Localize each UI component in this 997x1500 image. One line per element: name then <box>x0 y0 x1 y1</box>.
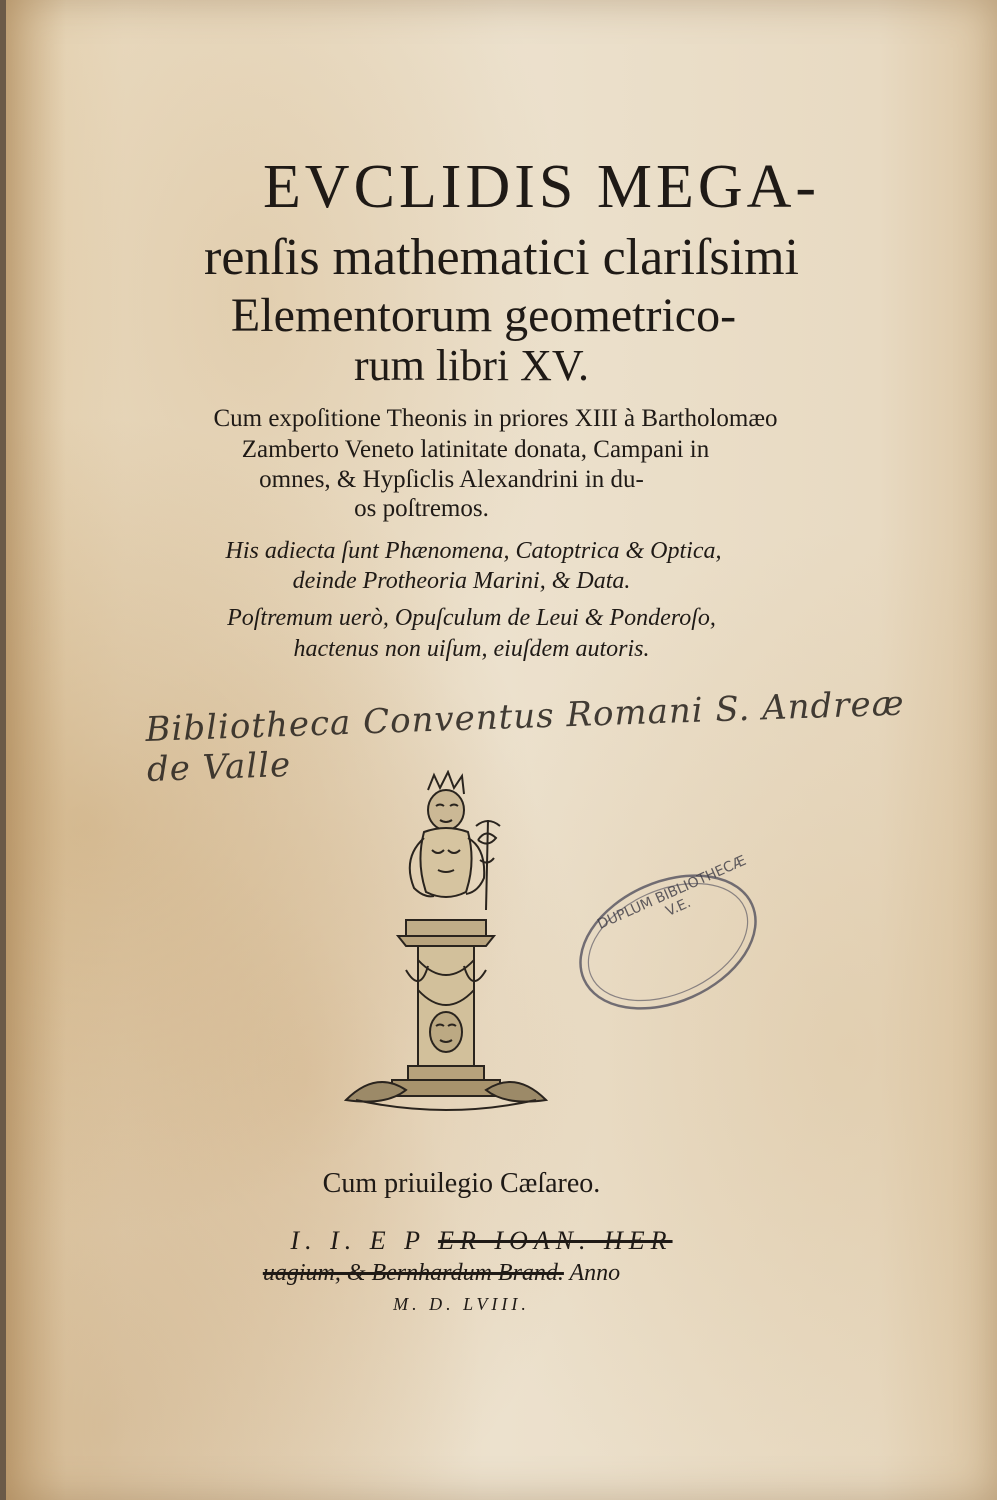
postremum-line-2: hactenus non uiſum, eiuſdem autoris. <box>293 636 650 662</box>
imprint-struck-text: ER IOAN. HER <box>438 1226 673 1255</box>
imprint-line-1 <box>0 1226 977 1256</box>
imprint-anno: Anno <box>569 1260 621 1286</box>
addenda-line-1: His adiecta ſunt Phænomena, Catoptrica & Optica, <box>225 538 722 564</box>
title-line-3: Elementorum geometrico- <box>230 289 737 342</box>
postremum-line-1: Poſtremum uerò, Opuſculum de Leui & Ponderoſo, <box>227 605 716 631</box>
subtitle-line-4: os poſtremos. <box>354 495 489 522</box>
title-line-4: rum libri XV. <box>353 341 590 390</box>
imprint-year: M. D. LVIII. <box>393 1294 530 1314</box>
imprint-struck-text-2: uagium, & Bernhardum Brand. <box>262 1260 564 1286</box>
stamp-text: DUPLUM BIBLIOTHECÆ V.E. <box>595 852 749 933</box>
title-line-2: renſis mathematici clariſsimi <box>204 229 799 286</box>
title-line-1: EVCLIDIS MEGA- <box>262 153 821 221</box>
handwritten-inscription: Bibliotheca Conventus Romani S. Andreæ de Valle <box>144 683 906 790</box>
title-page <box>6 0 997 1500</box>
imprint-visible-text: I. I. E P <box>290 1226 426 1255</box>
subtitle-line-2: Zamberto Veneto latinitate donata, Campani in <box>241 436 710 463</box>
imprint-line-2 <box>0 1260 937 1287</box>
subtitle-line-1: Cum expoſitione Theonis in priores XIII à Bartholomæo <box>213 405 778 432</box>
addenda-line-2: deinde Protheoria Marini, & Data. <box>292 568 631 594</box>
privilege-line: Cum priuilegio Cæſareo. <box>322 1168 601 1199</box>
printers-device-woodcut <box>336 770 556 1140</box>
subtitle-line-3: omnes, & Hypſiclis Alexandrini in du- <box>259 466 644 493</box>
